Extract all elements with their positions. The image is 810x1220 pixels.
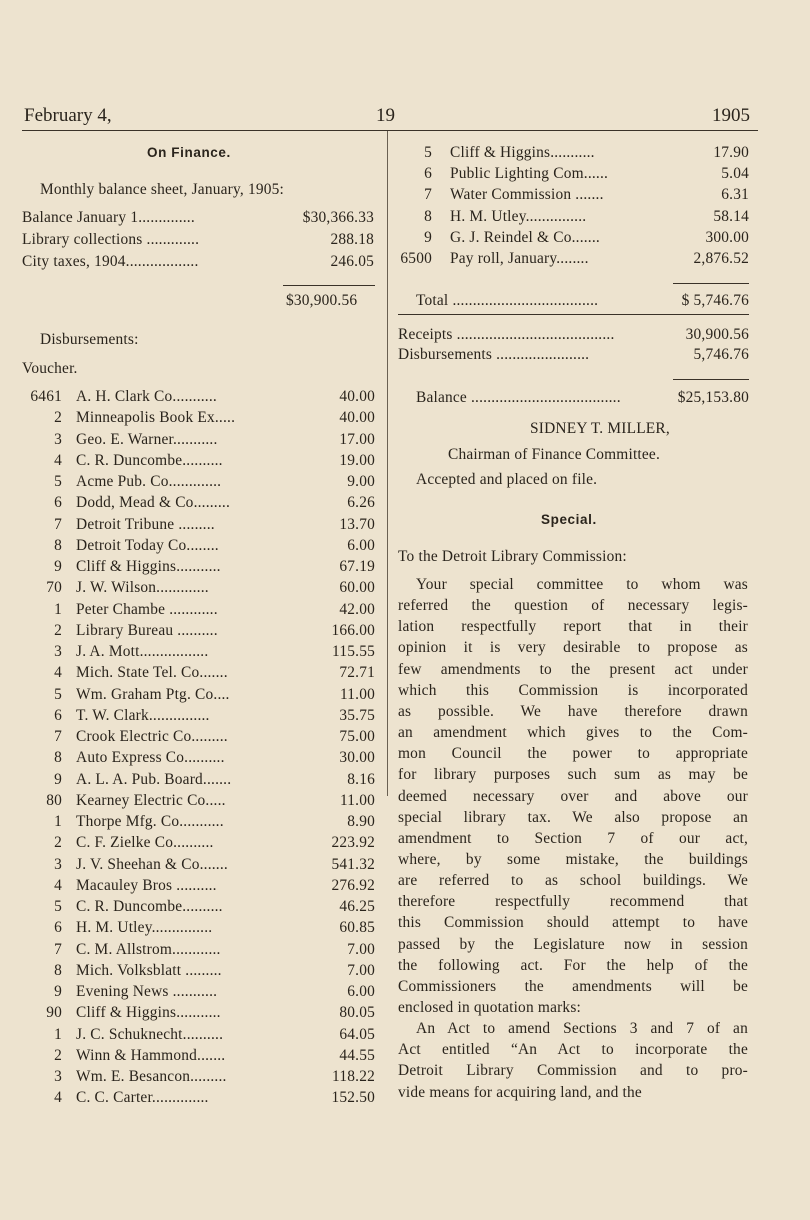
voucher-amount: 17.90 bbox=[713, 144, 749, 161]
voucher-amount: 30.00 bbox=[339, 749, 375, 767]
voucher-amount: 46.25 bbox=[339, 898, 375, 915]
voucher-amount: 8.16 bbox=[347, 770, 375, 788]
summary-rule bbox=[398, 314, 749, 315]
voucher-number: 4 bbox=[54, 876, 62, 894]
voucher-payee: Geo. E. Warner........... bbox=[76, 430, 218, 448]
voucher-amount: 6.00 bbox=[347, 983, 375, 1000]
voucher-payee: A. H. Clark Co........... bbox=[76, 388, 217, 405]
voucher-number: 3 bbox=[54, 430, 62, 448]
voucher-row bbox=[0, 165, 810, 185]
body-line: vide means for acquiring land, and the bbox=[398, 1083, 642, 1101]
voucher-number: 9 bbox=[424, 228, 432, 246]
voucher-amount: 166.00 bbox=[331, 621, 375, 639]
voucher-amount: 60.85 bbox=[339, 919, 375, 937]
body-line: which this Commission is incorporated bbox=[398, 681, 748, 699]
voucher-amount: 115.55 bbox=[332, 643, 375, 660]
body-line: passed by the Legislature now in session bbox=[398, 935, 748, 953]
voucher-payee: Mich. Volksblatt ......... bbox=[76, 961, 222, 979]
voucher-number: 7 bbox=[54, 940, 62, 958]
receipt-amount: 246.05 bbox=[330, 253, 374, 270]
balance-rule bbox=[673, 379, 749, 380]
voucher-number: 8 bbox=[424, 207, 432, 225]
voucher-amount: 8.90 bbox=[347, 813, 375, 830]
voucher-payee: Peter Chambe ............ bbox=[76, 600, 218, 618]
voucher-amount: 17.00 bbox=[339, 430, 375, 448]
voucher-payee: Winn & Hammond....... bbox=[76, 1046, 226, 1064]
voucher-payee: Cliff & Higgins........... bbox=[76, 558, 221, 575]
voucher-amount: 300.00 bbox=[705, 228, 749, 246]
voucher-number: 2 bbox=[54, 1046, 62, 1064]
body-line: mon Council the power to appropriate bbox=[398, 745, 748, 763]
voucher-payee: Cliff & Higgins........... bbox=[450, 144, 595, 161]
voucher-amount: 276.92 bbox=[331, 876, 375, 894]
voucher-payee: Detroit Today Co........ bbox=[76, 536, 219, 554]
voucher-payee: Public Lighting Com...... bbox=[450, 165, 609, 183]
voucher-number: 7 bbox=[54, 515, 62, 533]
voucher-amount: 6.00 bbox=[347, 536, 375, 554]
disbursements-label: Disbursements: bbox=[40, 331, 139, 348]
voucher-payee: Pay roll, January........ bbox=[450, 250, 589, 267]
body-line: special library tax. We also propose an bbox=[398, 808, 748, 826]
voucher-payee: J. V. Sheehan & Co....... bbox=[76, 855, 228, 873]
voucher-payee: C. M. Allstrom............ bbox=[76, 940, 221, 958]
voucher-payee: Wm. Graham Ptg. Co.... bbox=[76, 685, 230, 703]
voucher-payee: Macauley Bros .......... bbox=[76, 876, 217, 894]
voucher-number: 9 bbox=[54, 983, 62, 1000]
voucher-row bbox=[0, 250, 810, 270]
voucher-payee: Crook Electric Co......... bbox=[76, 728, 228, 745]
body-line: Commissioners the amendments will be bbox=[398, 977, 748, 995]
voucher-payee: H. M. Utley............... bbox=[76, 919, 213, 937]
body-line: as possible. We have therefore drawn bbox=[398, 702, 748, 720]
voucher-amount: 6.26 bbox=[347, 494, 375, 512]
balance-sheet-intro: Monthly balance sheet, January, 1905: bbox=[40, 181, 285, 198]
voucher-amount: 223.92 bbox=[331, 834, 375, 852]
voucher-payee: Detroit Tribune ......... bbox=[76, 515, 215, 533]
voucher-number: 70 bbox=[46, 579, 62, 597]
voucher-number: 90 bbox=[46, 1004, 62, 1022]
voucher-amount: 152.50 bbox=[331, 1089, 375, 1107]
body-line: for library purposes such sum as may be bbox=[398, 766, 748, 784]
voucher-amount: 60.00 bbox=[339, 579, 375, 597]
total-rule bbox=[673, 283, 749, 284]
voucher-payee: Minneapolis Book Ex..... bbox=[76, 409, 236, 427]
body-line: therefore respectfully recommend that bbox=[398, 893, 748, 911]
voucher-payee: Dodd, Mead & Co......... bbox=[76, 494, 230, 512]
voucher-payee: Cliff & Higgins........... bbox=[76, 1004, 221, 1022]
receipt-label: Library collections ............. bbox=[22, 231, 200, 248]
voucher-payee: Wm. E. Besancon......... bbox=[76, 1068, 227, 1085]
voucher-number: 2 bbox=[54, 834, 62, 852]
voucher-number: 2 bbox=[54, 409, 62, 427]
voucher-number: 6 bbox=[54, 494, 62, 512]
voucher-amount: 42.00 bbox=[339, 600, 375, 618]
voucher-amount: 11.00 bbox=[339, 791, 375, 809]
voucher-number: 7 bbox=[424, 186, 432, 204]
voucher-payee: J. C. Schuknecht.......... bbox=[76, 1025, 224, 1043]
voucher-payee: Thorpe Mfg. Co........... bbox=[76, 813, 224, 830]
voucher-amount: 40.00 bbox=[339, 388, 375, 405]
receipts-label: Receipts ....................................... bbox=[398, 326, 615, 343]
voucher-payee: Water Commission ....... bbox=[450, 186, 604, 204]
total-amount: $ 5,746.76 bbox=[681, 292, 749, 309]
body-line: an amendment which gives to the Com- bbox=[398, 724, 748, 742]
receipts-total: $30,900.56 bbox=[286, 292, 358, 309]
voucher-amount: 67.19 bbox=[339, 558, 375, 575]
voucher-amount: 40.00 bbox=[339, 409, 375, 427]
voucher-number: 4 bbox=[54, 1089, 62, 1107]
voucher-number: 1 bbox=[54, 1025, 62, 1043]
voucher-number: 8 bbox=[54, 749, 62, 767]
body-line: are referred to as school buildings. We bbox=[398, 872, 748, 890]
voucher-amount: 35.75 bbox=[339, 706, 375, 724]
voucher-number: 5 bbox=[54, 473, 62, 490]
body-line: where, by some mistake, the buildings bbox=[398, 850, 748, 868]
voucher-payee: C. F. Zielke Co.......... bbox=[76, 834, 214, 852]
voucher-payee: Acme Pub. Co............. bbox=[76, 473, 222, 490]
voucher-amount: 75.00 bbox=[339, 728, 375, 745]
voucher-amount: 44.55 bbox=[339, 1046, 375, 1064]
voucher-label: Voucher. bbox=[22, 360, 78, 377]
voucher-number: 8 bbox=[54, 536, 62, 554]
receipt-label: City taxes, 1904.................. bbox=[22, 253, 199, 270]
voucher-amount: 13.70 bbox=[339, 515, 375, 533]
voucher-number: 6 bbox=[424, 165, 432, 183]
body-line: this Commission should attempt to have bbox=[398, 914, 748, 932]
voucher-number: 4 bbox=[54, 451, 62, 469]
voucher-amount: 80.05 bbox=[339, 1004, 375, 1022]
voucher-amount: 7.00 bbox=[347, 961, 375, 979]
body-line: few amendments to the present act under bbox=[398, 660, 748, 678]
voucher-payee: J. W. Wilson............. bbox=[76, 579, 209, 597]
voucher-row bbox=[0, 144, 810, 164]
section-title-finance: On Finance. bbox=[147, 145, 231, 160]
voucher-number: 5 bbox=[54, 898, 62, 915]
voucher-payee: C. C. Carter.............. bbox=[76, 1089, 209, 1107]
body-line: An Act to amend Sections 3 and 7 of an bbox=[416, 1020, 748, 1038]
voucher-amount: 5.04 bbox=[721, 165, 749, 183]
voucher-amount: 64.05 bbox=[339, 1025, 375, 1043]
receipt-amount: 288.18 bbox=[330, 231, 374, 248]
voucher-amount: 72.71 bbox=[339, 664, 375, 682]
voucher-amount: 19.00 bbox=[339, 451, 375, 469]
disbursements-amount: 5,746.76 bbox=[693, 346, 749, 363]
signer-title: Chairman of Finance Committee. bbox=[448, 446, 661, 463]
voucher-payee: A. L. A. Pub. Board....... bbox=[76, 770, 232, 788]
voucher-row bbox=[0, 186, 810, 206]
accepted-note: Accepted and placed on file. bbox=[416, 471, 598, 488]
voucher-number: 6461 bbox=[30, 388, 62, 405]
section-title-special: Special. bbox=[541, 512, 597, 527]
body-line: opinion it is very desirable to propose as bbox=[398, 639, 748, 657]
voucher-number: 6 bbox=[54, 919, 62, 937]
voucher-payee: J. A. Mott................. bbox=[76, 643, 209, 660]
receipt-amount: $30,366.33 bbox=[302, 209, 374, 226]
voucher-payee: C. R. Duncombe.......... bbox=[76, 451, 223, 469]
voucher-payee: Kearney Electric Co..... bbox=[76, 791, 226, 809]
voucher-number: 3 bbox=[54, 643, 62, 660]
voucher-row bbox=[0, 229, 810, 249]
body-line: Detroit Library Commission and to pro- bbox=[398, 1062, 748, 1080]
voucher-number: 7 bbox=[54, 728, 62, 745]
voucher-row bbox=[0, 208, 810, 228]
voucher-amount: 58.14 bbox=[713, 207, 749, 225]
salutation: To the Detroit Library Commission: bbox=[398, 548, 627, 565]
body-line: deemed necessary over and above our bbox=[398, 787, 748, 805]
voucher-number: 3 bbox=[54, 1068, 62, 1085]
voucher-payee: C. R. Duncombe.......... bbox=[76, 898, 223, 915]
body-line: referred the question of necessary legis- bbox=[398, 597, 748, 615]
body-line: enclosed in quotation marks: bbox=[398, 999, 581, 1016]
disbursements-summary-label: Disbursements ....................... bbox=[398, 346, 590, 363]
header-year: 1905 bbox=[712, 105, 750, 126]
balance-label: Balance ..................................... bbox=[416, 389, 621, 406]
voucher-number: 8 bbox=[54, 961, 62, 979]
voucher-number: 5 bbox=[424, 144, 432, 161]
voucher-amount: 9.00 bbox=[347, 473, 375, 490]
receipts-amount: 30,900.56 bbox=[685, 326, 749, 343]
voucher-payee: T. W. Clark............... bbox=[76, 706, 210, 724]
voucher-number: 2 bbox=[54, 621, 62, 639]
voucher-amount: 541.32 bbox=[331, 855, 375, 873]
voucher-payee: Library Bureau .......... bbox=[76, 621, 218, 639]
voucher-number: 6 bbox=[54, 706, 62, 724]
signer-name: SIDNEY T. MILLER, bbox=[530, 420, 670, 437]
total-label: Total .................................... bbox=[416, 292, 599, 309]
voucher-amount: 6.31 bbox=[721, 186, 749, 204]
voucher-payee: G. J. Reindel & Co....... bbox=[450, 228, 600, 246]
body-line: lation respectfully report that in their bbox=[398, 618, 748, 636]
voucher-payee: Evening News ........... bbox=[76, 983, 218, 1000]
voucher-amount: 11.00 bbox=[339, 685, 375, 703]
voucher-number: 4 bbox=[54, 664, 62, 682]
voucher-number: 3 bbox=[54, 855, 62, 873]
header-date: February 4, bbox=[24, 105, 112, 126]
voucher-amount: 118.22 bbox=[332, 1068, 375, 1085]
voucher-payee: H. M. Utley............... bbox=[450, 207, 587, 225]
voucher-payee: Mich. State Tel. Co....... bbox=[76, 664, 228, 682]
body-line: the following act. For the help of the bbox=[398, 956, 748, 974]
voucher-number: 1 bbox=[54, 813, 62, 830]
balance-amount: $25,153.80 bbox=[677, 389, 749, 406]
voucher-amount: 7.00 bbox=[347, 940, 375, 958]
body-line: Your special committee to whom was bbox=[416, 576, 748, 593]
page-number: 19 bbox=[376, 105, 395, 126]
receipt-label: Balance January 1.............. bbox=[22, 209, 195, 226]
voucher-number: 5 bbox=[54, 685, 62, 703]
voucher-payee: Auto Express Co.......... bbox=[76, 749, 225, 767]
voucher-number: 80 bbox=[46, 791, 62, 809]
voucher-number: 9 bbox=[54, 770, 62, 788]
voucher-number: 9 bbox=[54, 558, 62, 575]
voucher-number: 1 bbox=[54, 600, 62, 618]
body-line: Act entitled “An Act to incorporate the bbox=[398, 1041, 748, 1059]
voucher-number: 6500 bbox=[400, 250, 432, 267]
voucher-amount: 2,876.52 bbox=[693, 250, 749, 267]
body-line: amendment to Section 7 of our act, bbox=[398, 829, 748, 847]
